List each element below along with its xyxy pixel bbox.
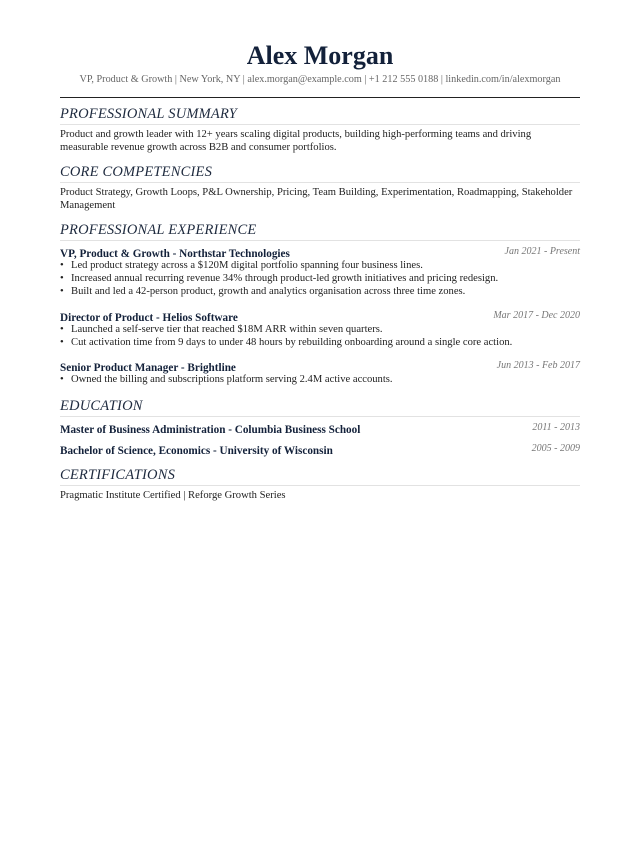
degree-title: Bachelor of Science, Economics - University of Wisconsin xyxy=(60,445,333,457)
education-section xyxy=(60,397,580,456)
education-entry xyxy=(60,441,580,456)
job-title: Senior Product Manager - Brightline xyxy=(60,362,236,375)
job-entry xyxy=(60,358,580,386)
degree-title: Master of Business Administration - Columbia Business School xyxy=(60,424,361,436)
job-dates: Mar 2017 - Dec 2020 xyxy=(493,309,580,321)
education-dates: 2005 - 2009 xyxy=(531,443,580,454)
competencies-section xyxy=(60,163,580,213)
job-header xyxy=(60,308,580,323)
job-bullets xyxy=(60,323,580,349)
education-header xyxy=(60,420,580,435)
education-dates: 2011 - 2013 xyxy=(532,422,580,433)
candidate-name: Alex Morgan xyxy=(246,41,394,70)
job-dates: Jan 2021 - Present xyxy=(504,246,580,257)
bullet-item: • Led product strategy across a $120M digital portfolio spanning four business lines. xyxy=(60,260,423,271)
section-title: PROFESSIONAL SUMMARY xyxy=(60,105,580,125)
certifications-section xyxy=(60,466,580,502)
summary-text: Product and growth leader with 12+ years scaling digital products, building high-performing teams and driving measurable revenue growth across B2B and consumer portfolios. xyxy=(60,129,532,154)
job-header xyxy=(60,358,580,373)
job-bullets xyxy=(60,373,580,386)
bullet-item: • Built and led a 42-person product, growth and analytics organisation across three time zones. xyxy=(60,286,466,298)
education-header xyxy=(60,441,580,456)
bullet-icon: • xyxy=(60,286,64,298)
job-title: Director of Product - Helios Software xyxy=(60,311,238,324)
competencies-text: Product Strategy, Growth Loops, P&L Ownership, Pricing, Team Building, Experimentation, Roadmapping, Stakeholder Management xyxy=(60,187,573,212)
section-title: EDUCATION xyxy=(60,397,580,417)
job-dates: Jun 2013 - Feb 2017 xyxy=(496,360,580,372)
job-title: VP, Product & Growth - Northstar Technologies xyxy=(60,248,290,260)
bullet-icon: • xyxy=(60,323,64,335)
contact-line: VP, Product & Growth | New York, NY | alex.morgan@example.com | +1 212 555 0188 | linkedin.com/in/alexmorgan xyxy=(79,74,561,85)
bullet-item: • Increased annual recurring revenue 34% through product-led growth initiatives and pricing redesign. xyxy=(60,273,499,285)
education-entry xyxy=(60,420,580,435)
job-entry xyxy=(60,308,580,349)
summary-section xyxy=(60,105,580,155)
job-bullets xyxy=(60,259,580,299)
experience-section xyxy=(60,221,580,386)
bullet-icon: • xyxy=(60,273,64,285)
certifications-text: Pragmatic Institute Certified | Reforge Growth Series xyxy=(60,490,286,501)
section-title: CORE COMPETENCIES xyxy=(60,163,580,183)
bullet-icon: • xyxy=(60,260,64,271)
bullet-item: • Launched a self-serve tier that reached $18M ARR within seven quarters. xyxy=(60,323,383,335)
job-entry xyxy=(60,244,580,299)
bullet-item: • Cut activation time from 9 days to under 48 hours by rebuilding onboarding around a single core action. xyxy=(60,336,513,348)
bullet-item: • Owned the billing and subscriptions platform serving 2.4M active accounts. xyxy=(60,374,393,386)
section-title: CERTIFICATIONS xyxy=(60,466,580,486)
job-header xyxy=(60,244,580,259)
bullet-icon: • xyxy=(60,374,64,386)
bullet-icon: • xyxy=(60,336,64,348)
header-divider xyxy=(60,97,580,98)
section-title: PROFESSIONAL EXPERIENCE xyxy=(60,221,580,241)
